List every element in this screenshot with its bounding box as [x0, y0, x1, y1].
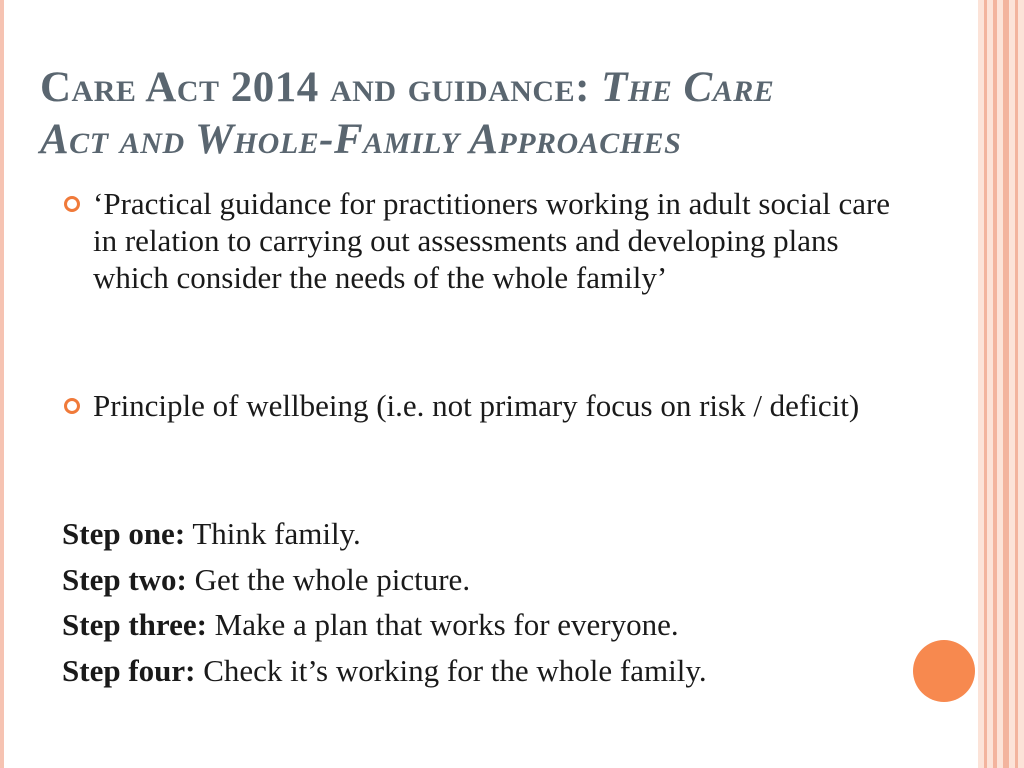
step-label: Step two: — [62, 561, 187, 597]
title-italic-line1: The Care — [601, 64, 775, 111]
slide-title — [40, 62, 940, 166]
bullet-text: ‘Practical guidance for practitioners working in adult social care in relation to carrying out assessments and developing plans which consider the needs of the whole family’ — [93, 186, 891, 295]
bullet-text: Principle of wellbeing (i.e. not primary focus on risk / deficit) — [93, 388, 860, 423]
step-text: Get the whole picture. — [186, 561, 471, 597]
step-label: Step three: — [62, 607, 207, 642]
step-two — [62, 557, 942, 603]
bullet-circle-icon — [64, 196, 80, 212]
step-text: Check it’s working for the whole family. — [195, 652, 707, 688]
frame-right-border — [978, 0, 1024, 768]
step-label: Step four: — [62, 652, 196, 688]
title-plain: Care Act 2014 and guidance: — [40, 64, 602, 111]
step-label: Step one: — [62, 516, 186, 551]
bullet-circle-icon — [64, 398, 80, 414]
steps-list — [62, 511, 942, 693]
decorative-orange-circle — [913, 640, 975, 702]
frame-stripe — [993, 0, 997, 768]
frame-stripe — [984, 0, 987, 768]
frame-stripe — [1003, 0, 1009, 768]
step-one — [62, 511, 942, 557]
frame-left-edge — [0, 0, 4, 768]
frame-stripe — [1015, 0, 1018, 768]
step-four — [62, 648, 942, 694]
bullet-item — [64, 185, 894, 296]
bullet-item — [64, 387, 894, 424]
step-text: Think family. — [185, 516, 361, 551]
title-italic-line2: Act and Whole-Family Approaches — [40, 116, 682, 163]
step-three — [62, 602, 942, 648]
step-text: Make a plan that works for everyone. — [206, 607, 679, 642]
